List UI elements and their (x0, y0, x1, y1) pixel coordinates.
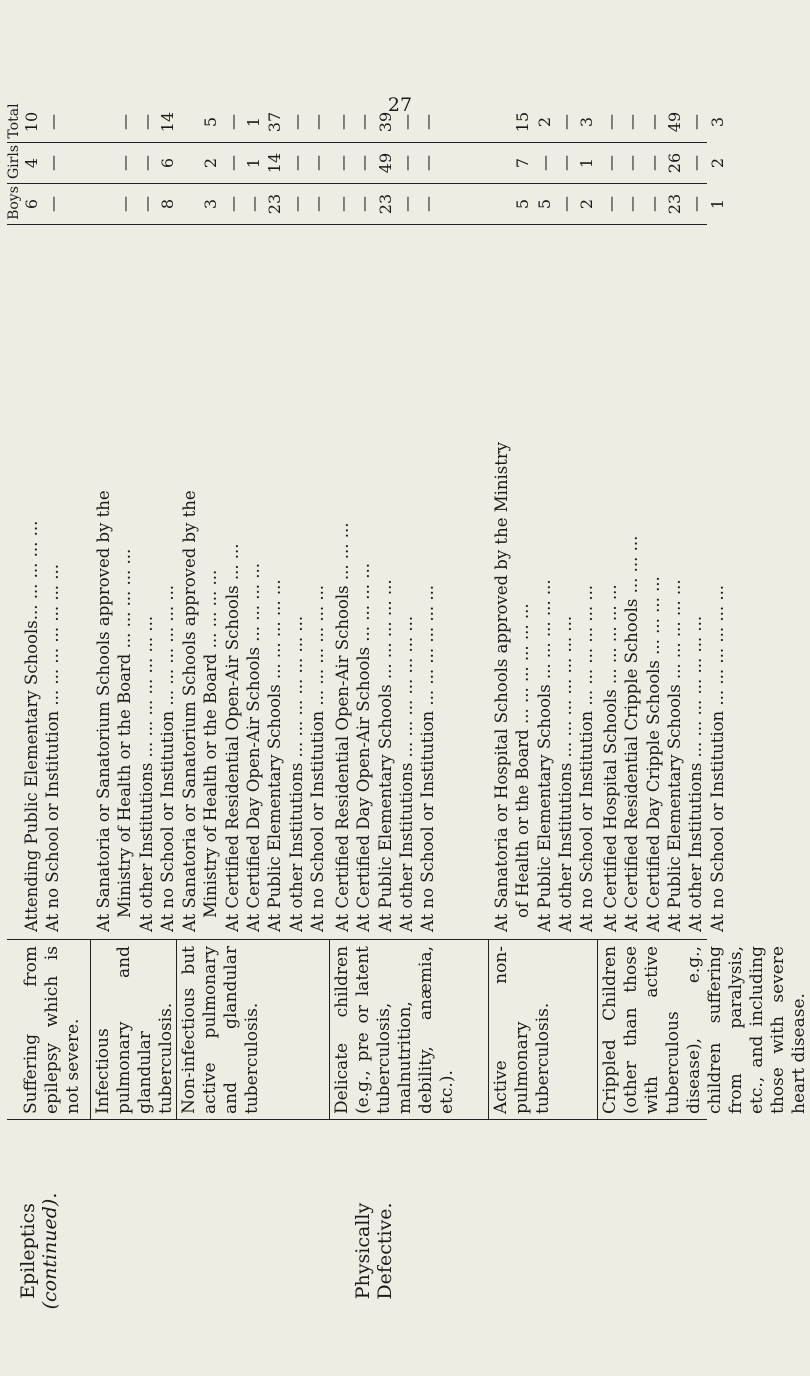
boys-count: — (307, 196, 327, 212)
girls-count: 1 (243, 157, 263, 169)
placement-text: At Certified Residential Open-Air Schools ... ... ... (333, 522, 352, 932)
placement-label (286, 512, 307, 932)
boys-count: 23 (664, 193, 684, 215)
boys-count: — (418, 196, 438, 212)
total-count: — (354, 114, 374, 130)
placement-text: At Certified Residential Open-Air Schools ... ... (222, 543, 242, 932)
girls-count: — (115, 155, 135, 171)
boys-count: — (555, 196, 575, 212)
boys-count: — (333, 196, 352, 212)
placement-label (264, 512, 285, 932)
condition-text: Suffering from epilepsy which is not severe. (21, 946, 83, 1114)
placement-label (707, 512, 728, 932)
placement-label (243, 512, 264, 932)
total-count: — (555, 114, 575, 130)
placement-label (307, 512, 328, 932)
page-number: 27 (387, 94, 413, 116)
placement-text: At other Institutions ... ... ... ... ... ... ... (555, 615, 575, 932)
rule-girls-total (7, 142, 707, 143)
total-count: — (136, 114, 156, 130)
total-count: — (307, 114, 327, 130)
girls-count: — (222, 155, 242, 171)
total-count: — (396, 114, 416, 130)
total-count: — (643, 114, 663, 130)
total-count: 37 (265, 111, 285, 133)
girls-count: — (418, 155, 438, 171)
placement-label (136, 512, 157, 932)
boys-count: 8 (157, 198, 177, 210)
placement-text: At Sanatoria or Hospital Schools approved by the Ministry (492, 441, 511, 932)
total-count: 2 (534, 116, 554, 128)
header-girls: Girls (6, 145, 22, 180)
group-divider (597, 940, 598, 1120)
boys-count: 3 (201, 198, 221, 210)
condition-text: Non-infectious but active pulmonary and glandular tuberculosis. (179, 946, 262, 1114)
boys-count: 1 (707, 198, 727, 210)
boys-count: — (354, 196, 374, 212)
total-count: — (418, 114, 438, 130)
placement-label (157, 512, 178, 932)
girls-count: — (43, 155, 63, 171)
placement-text: At Certified Hospital Schools ... ... ... ... ... (601, 584, 620, 932)
placement-text: At no School or Institution ... ... ... ... ... ... (157, 584, 177, 932)
total-count: 15 (513, 111, 533, 133)
girls-count: 1 (577, 157, 597, 169)
placement-label (576, 512, 597, 932)
girls-count: — (555, 155, 575, 171)
header-boys: Boys (6, 186, 22, 220)
condition-text: Active non-pulmonary tuberculosis. (491, 946, 553, 1114)
girls-count: — (333, 155, 352, 171)
boys-count: — (43, 196, 63, 212)
placement-text: At other Institutions ... ... ... ... ... ... ... (396, 615, 416, 932)
boys-count: 5 (513, 198, 533, 210)
placement-text: Ministry of Health or the Board ... ... ... ... ... (115, 548, 135, 918)
placement-label (643, 512, 664, 932)
total-count: — (115, 114, 135, 130)
placement-text: Ministry of Health or the Board ... ... ... ... (201, 569, 221, 918)
placement-label (534, 512, 555, 932)
placement-text: Attending Public Elementary Schools... ... ... ... ... (22, 520, 41, 932)
placement-text: At Certified Day Open-Air Schools ... ... ... ... (243, 563, 263, 932)
placement-text: At Public Elementary Schools ... ... ... ... ... (664, 579, 684, 932)
total-count: 3 (577, 116, 597, 128)
total-count: 1 (243, 116, 263, 128)
boys-count: — (622, 196, 642, 212)
boys-count: — (222, 196, 242, 212)
placement-text: At Certified Day Cripple Schools ... ... ... ... (643, 576, 663, 932)
total-count: — (622, 114, 642, 130)
group-divider (488, 940, 489, 1120)
placement-text: At Sanatoria or Sanatorium Schools approved by the (180, 490, 199, 932)
girls-count: 4 (22, 157, 41, 169)
placement-label (417, 512, 438, 932)
placement-text: At Public Elementary Schools ... ... ... ... ... (375, 579, 395, 932)
placement-label (685, 512, 706, 932)
placement-text: of Health or the Board ... ... ... ... ... ... (513, 603, 533, 918)
girls-count: 6 (157, 157, 177, 169)
boys-count: 2 (577, 198, 597, 210)
girls-count: 49 (375, 152, 395, 174)
category-epileptics (17, 1126, 61, 1376)
placement-label (21, 512, 42, 932)
girls-count: 26 (664, 152, 684, 174)
header-total: Total (6, 103, 22, 139)
girls-count: — (534, 155, 554, 171)
placement-label (332, 512, 353, 932)
placement-label (222, 512, 243, 932)
boys-count: — (601, 196, 620, 212)
placement-text: At Certified Residential Cripple Schools ... ... ... (622, 535, 642, 932)
condition-text: Crippled Children (other than those with active tuberculous disease), e.g., children suffering from paralysis, etc., and including those with severe heart disease. (600, 946, 809, 1114)
placement-text: At Public Elementary Schools ... ... ... ... ... (265, 579, 285, 932)
condition-text: Infectious pulmonary and glandular tuberculosis. (93, 946, 176, 1114)
placement-label (114, 512, 135, 932)
total-count: 14 (157, 111, 177, 133)
placement-label (200, 512, 221, 932)
girls-count: — (622, 155, 642, 171)
rule-category-condition (7, 1119, 707, 1120)
placement-label (555, 512, 576, 932)
girls-count: — (601, 155, 620, 171)
placement-text: At no School or Institution ... ... ... ... ... ... (307, 584, 327, 932)
rule-condition-place (7, 939, 707, 940)
boys-count: 6 (22, 198, 41, 210)
placement-text: At other Institutions ... ... ... ... ... ... ... (286, 615, 306, 932)
placement-label (93, 490, 114, 932)
total-count: — (286, 114, 306, 130)
girls-count: 2 (707, 157, 727, 169)
total-count: 10 (22, 111, 41, 133)
placement-label (664, 512, 685, 932)
girls-count: — (307, 155, 327, 171)
placement-label (375, 512, 396, 932)
placement-label (600, 512, 621, 932)
boys-count: 23 (265, 193, 285, 215)
total-count: 5 (201, 116, 221, 128)
boys-count: — (136, 196, 156, 212)
girls-count: — (686, 155, 706, 171)
total-count: — (222, 114, 242, 130)
placement-text: At no School or Institution ... ... ... ... ... ... ... (43, 563, 63, 932)
rule-place-boys (7, 224, 707, 225)
rotated-table (6, 100, 809, 1376)
girls-count: 14 (265, 152, 285, 174)
placement-label (491, 441, 512, 932)
girls-count: — (396, 155, 416, 171)
category-label: Physically Defective. (352, 1202, 396, 1300)
total-count: 49 (664, 111, 684, 133)
total-count: — (601, 114, 620, 130)
placement-text: At Certified Day Open-Air Schools ... ... ... ... (354, 563, 374, 932)
boys-count: — (286, 196, 306, 212)
total-count: 39 (375, 111, 395, 133)
placement-text: At other Institutions ... ... ... ... ... ... ... (136, 615, 156, 932)
boys-count: — (396, 196, 416, 212)
category-physically-defective (352, 1126, 396, 1376)
girls-count: 7 (513, 157, 533, 169)
placement-label (353, 512, 374, 932)
category-sub: (continued). (39, 1192, 61, 1310)
group-divider (329, 940, 330, 1120)
total-count: — (686, 114, 706, 130)
group-divider (90, 940, 91, 1120)
total-count: — (43, 114, 63, 130)
boys-count: — (243, 196, 263, 212)
placement-label (621, 512, 642, 932)
girls-count: — (643, 155, 663, 171)
girls-count: — (354, 155, 374, 171)
placement-text: At no School or Institution ... ... ... ... ... ... (577, 584, 597, 932)
category-label: Epileptics (17, 1203, 39, 1299)
condition-text: Delicate children (e.g., pre or latent tuberculosis, malnutrition, debility, anæmia, etc.). (332, 946, 457, 1114)
boys-count: — (643, 196, 663, 212)
placement-text: At other Institutions ... ... ... ... ... ... ... (686, 615, 706, 932)
total-count: 3 (707, 116, 727, 128)
girls-count: — (286, 155, 306, 171)
placement-text: At Sanatoria or Sanatorium Schools approved by the (94, 490, 113, 932)
rule-boys-girls (7, 183, 707, 184)
boys-count: 5 (534, 198, 554, 210)
placement-text: At Public Elementary Schools ... ... ... ... ... (534, 579, 554, 932)
boys-count: — (686, 196, 706, 212)
girls-count: — (136, 155, 156, 171)
placement-label (396, 512, 417, 932)
placement-text: At no School or Institution ... ... ... ... ... ... (707, 584, 727, 932)
total-count: — (333, 114, 352, 130)
placement-label (512, 512, 533, 932)
group-divider (176, 940, 177, 1120)
boys-count: — (115, 196, 135, 212)
boys-count: 23 (375, 193, 395, 215)
placement-label (42, 512, 63, 932)
placement-text: At no School or Institution ... ... ... ... ... ... (418, 584, 438, 932)
placement-label (179, 490, 200, 932)
girls-count: 2 (201, 157, 221, 169)
